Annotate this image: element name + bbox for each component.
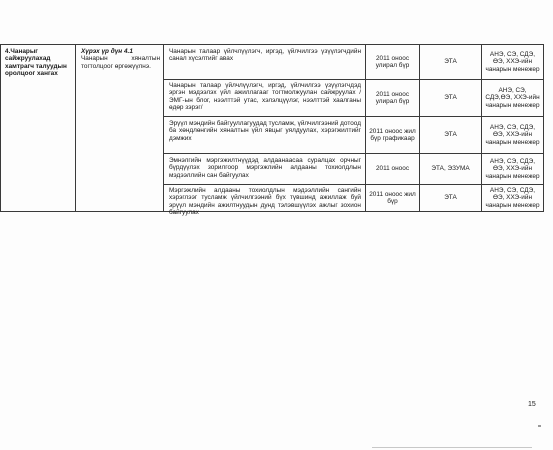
time-text: 2011 оноос xyxy=(375,165,410,173)
time-text: 2011 оноос жил бүр графикаар xyxy=(369,127,416,142)
outcome-text: Чанарын хяналтын тогтолцоог өргөжүүлнэ. xyxy=(81,55,160,70)
activity-text: Мэргэжлийн алдааны тохиолдлын мэдээллийн сангийн хэрэглээг тусламж үйлчилгээний бүх түвшинд ажиллаж буй эрүүл мэндийн ажилтнуудын дунд тэлэвшүүлэх ажлыг зохион байгуулах xyxy=(169,187,361,217)
table-row-5-partners xyxy=(481,184,544,212)
table-row-1-time xyxy=(365,44,420,80)
partners-text: АНЭ, СЭ, СДЭ,ӨЭ, ХХЭ-ийн чанарын менежер xyxy=(485,86,540,109)
table-row-5-activity xyxy=(163,184,366,217)
time-text: 2011 оноос улирал бүр xyxy=(375,90,410,105)
activity-text: Чанарын талаар үйлчлүүлэгч, иргэд, үйлчилгээ үзүүлэгчдэд эргэн мэдээлэх үйл ажиллагааг тогтмолжуулан сайжруулах /ЭМГ-ын блог, нээлттэй утас, хэлэлцүүлэг, нээлттэй хаалганы өдөр зэрэг/ xyxy=(169,82,361,112)
table-row-2-partners xyxy=(481,79,544,117)
table-row-1-partners xyxy=(481,44,544,80)
table-row-2-responsible xyxy=(419,79,482,117)
goal-cell xyxy=(0,44,76,212)
outcome-title: Хүрэх үр дүн 4.1 xyxy=(81,48,133,55)
time-text: 2011 оноос улирал бүр xyxy=(375,54,410,69)
partners-text: АНЭ, СЭ, СДЭ, ӨЭ, ХХЭ-ийн чанарын менежер xyxy=(485,50,540,73)
page-number: 15 xyxy=(528,401,536,408)
table-row-1-responsible xyxy=(419,44,482,80)
table-row-1-activity xyxy=(163,44,366,80)
table-row-4-time xyxy=(365,153,420,185)
table-row-3-time xyxy=(365,116,420,154)
partners-text: АНЭ, СЭ, СДЭ, ӨЭ, ХХЭ-ийн чанарын менежер xyxy=(485,186,540,209)
activity-text: Эрүүл мэндийн байгууллагуудад тусламж, үйлчилгээний дотоод ба хөндлөнгийн хяналтын үйл явцыг уялдуулах, хэрэгжилтийг дэмжих xyxy=(169,120,361,142)
table-row-5-responsible xyxy=(419,184,482,212)
table-row-5-time xyxy=(365,184,420,212)
activity-text: Чанарын талаар үйлчлүүлэгч, иргэд, үйлчилгээ үзүүлэгчдийн санал хүсэлтийг авах xyxy=(169,48,361,63)
table-row-3-responsible xyxy=(419,116,482,154)
partners-text: АНЭ, СЭ, СДЭ, ӨЭ, ХХЭ-ийн чанарын менежер xyxy=(485,123,540,146)
responsible-text: ЭТА xyxy=(444,131,457,139)
table-row-4-partners xyxy=(481,153,544,185)
table-row-2-activity xyxy=(163,79,366,117)
goal-text: 4.Чанарыг сайжруулахад хамтрагч талуудын оролцоог хангах xyxy=(5,48,67,78)
scan-speck xyxy=(538,425,541,427)
table-row-4-responsible xyxy=(419,153,482,185)
table-row-3-partners xyxy=(481,116,544,154)
strategy-table xyxy=(0,44,544,217)
time-text: 2011 оноос жил бүр xyxy=(369,190,416,205)
responsible-text: ЭТА, ЭЗУМА xyxy=(431,165,470,173)
outcome-cell xyxy=(75,44,164,212)
footer-rule xyxy=(372,447,532,448)
responsible-text: ЭТА xyxy=(444,194,457,202)
table-row-4-activity xyxy=(163,153,366,185)
responsible-text: ЭТА xyxy=(444,94,457,102)
table-row-3-activity xyxy=(163,116,366,154)
table-row-2-time xyxy=(365,79,420,117)
activity-text: Эмнэлгийн мэргэжилтнүүдэд алдаанаасаа суралцах орчныг бүрдүүлэх зорилгоор мэргэжлийн алдааны тохиолдлын мэдээллийн сан байгуулах xyxy=(169,157,361,179)
responsible-text: ЭТА xyxy=(444,58,457,66)
partners-text: АНЭ, СЭ, СДЭ, ӨЭ, ХХЭ-ийн чанарын менежер xyxy=(485,157,540,180)
